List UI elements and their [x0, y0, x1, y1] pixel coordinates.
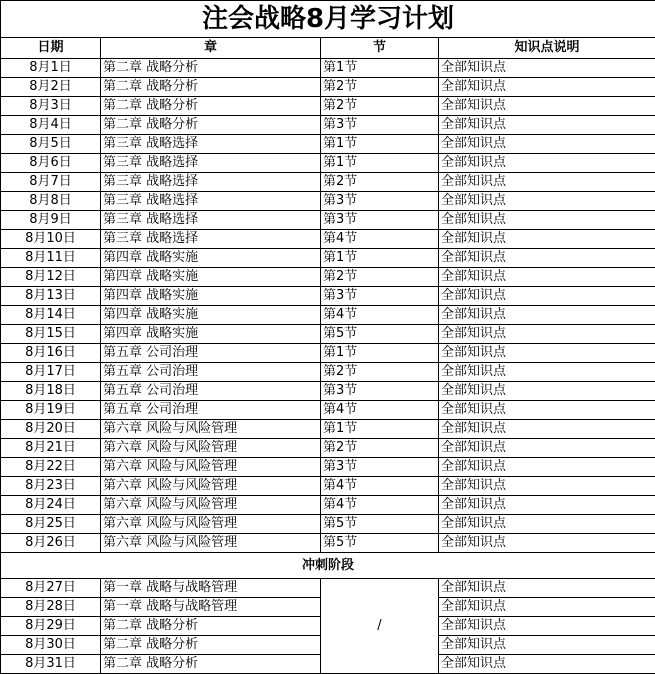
table-row	[1, 382, 655, 401]
table-row	[1, 496, 655, 515]
chapter-cell: 第四章 战略实施	[101, 325, 321, 344]
table-row	[1, 78, 655, 97]
notes-cell: 全部知识点	[439, 230, 655, 249]
date-cell: 8月20日	[1, 420, 101, 439]
chapter-cell: 第四章 战略实施	[101, 268, 321, 287]
section-cell: 第2节	[321, 439, 439, 458]
notes-cell: 全部知识点	[439, 382, 655, 401]
chapter-cell: 第六章 风险与风险管理	[101, 515, 321, 534]
date-cell: 8月22日	[1, 458, 101, 477]
section-cell: 第2节	[321, 173, 439, 192]
table-row	[1, 249, 655, 268]
notes-cell: 全部知识点	[439, 579, 655, 598]
table-row	[1, 211, 655, 230]
notes-cell: 全部知识点	[439, 458, 655, 477]
table-row	[1, 534, 655, 553]
chapter-cell: 第三章 战略选择	[101, 211, 321, 230]
section-cell: 第3节	[321, 211, 439, 230]
sprint-label: 冲刺阶段	[1, 553, 655, 579]
section-cell: 第1节	[321, 59, 439, 78]
date-cell: 8月28日	[1, 598, 101, 617]
date-cell: 8月18日	[1, 382, 101, 401]
section-cell: 第4节	[321, 477, 439, 496]
date-cell: 8月12日	[1, 268, 101, 287]
notes-cell: 全部知识点	[439, 515, 655, 534]
date-cell: 8月16日	[1, 344, 101, 363]
notes-cell: 全部知识点	[439, 78, 655, 97]
table-row	[1, 579, 655, 598]
chapter-cell: 第六章 风险与风险管理	[101, 496, 321, 515]
section-cell: 第1节	[321, 420, 439, 439]
chapter-cell: 第四章 战略实施	[101, 306, 321, 325]
table-row	[1, 439, 655, 458]
chapter-cell: 第三章 战略选择	[101, 135, 321, 154]
table-row	[1, 344, 655, 363]
title-row	[1, 1, 655, 38]
chapter-cell: 第三章 战略选择	[101, 230, 321, 249]
chapter-cell: 第四章 战略实施	[101, 249, 321, 268]
chapter-cell: 第二章 战略分析	[101, 78, 321, 97]
header-date: 日期	[1, 38, 101, 59]
date-cell: 8月31日	[1, 655, 101, 674]
header-section: 节	[321, 38, 439, 59]
sheet-title: 注会战略8月学习计划	[1, 1, 655, 38]
section-cell: 第3节	[321, 458, 439, 477]
header-notes: 知识点说明	[439, 38, 655, 59]
table-row	[1, 230, 655, 249]
section-cell: 第2节	[321, 78, 439, 97]
table-row	[1, 515, 655, 534]
date-cell: 8月4日	[1, 116, 101, 135]
notes-cell: 全部知识点	[439, 636, 655, 655]
section-cell: 第1节	[321, 249, 439, 268]
date-cell: 8月25日	[1, 515, 101, 534]
table-row	[1, 192, 655, 211]
section-cell: 第4节	[321, 230, 439, 249]
table-row	[1, 116, 655, 135]
chapter-cell: 第六章 风险与风险管理	[101, 439, 321, 458]
notes-cell: 全部知识点	[439, 363, 655, 382]
chapter-cell: 第二章 战略分析	[101, 97, 321, 116]
table-row	[1, 363, 655, 382]
date-cell: 8月15日	[1, 325, 101, 344]
sprint-row	[1, 553, 655, 579]
notes-cell: 全部知识点	[439, 617, 655, 636]
table-row	[1, 173, 655, 192]
chapter-cell: 第一章 战略与战略管理	[101, 579, 321, 598]
chapter-cell: 第四章 战略实施	[101, 287, 321, 306]
chapter-cell: 第五章 公司治理	[101, 344, 321, 363]
table-row	[1, 458, 655, 477]
section-cell: 第3节	[321, 382, 439, 401]
chapter-cell: 第二章 战略分析	[101, 655, 321, 674]
section-cell: 第1节	[321, 344, 439, 363]
date-cell: 8月11日	[1, 249, 101, 268]
table-row	[1, 59, 655, 78]
notes-cell: 全部知识点	[439, 401, 655, 420]
table-row	[1, 135, 655, 154]
date-cell: 8月26日	[1, 534, 101, 553]
section-cell: 第3节	[321, 287, 439, 306]
date-cell: 8月1日	[1, 59, 101, 78]
table-row	[1, 401, 655, 420]
section-cell: 第4节	[321, 401, 439, 420]
date-cell: 8月3日	[1, 97, 101, 116]
date-cell: 8月21日	[1, 439, 101, 458]
date-cell: 8月13日	[1, 287, 101, 306]
section-cell: 第1节	[321, 135, 439, 154]
section-cell: 第3节	[321, 192, 439, 211]
notes-cell: 全部知识点	[439, 135, 655, 154]
chapter-cell: 第三章 战略选择	[101, 192, 321, 211]
date-cell: 8月7日	[1, 173, 101, 192]
chapter-cell: 第六章 风险与风险管理	[101, 420, 321, 439]
chapter-cell: 第六章 风险与风险管理	[101, 534, 321, 553]
chapter-cell: 第二章 战略分析	[101, 59, 321, 78]
section-cell: 第4节	[321, 306, 439, 325]
date-cell: 8月19日	[1, 401, 101, 420]
date-cell: 8月27日	[1, 579, 101, 598]
section-cell: 第4节	[321, 496, 439, 515]
section-cell: 第1节	[321, 154, 439, 173]
notes-cell: 全部知识点	[439, 477, 655, 496]
date-cell: 8月23日	[1, 477, 101, 496]
notes-cell: 全部知识点	[439, 173, 655, 192]
table-row	[1, 420, 655, 439]
section-cell: /	[321, 579, 439, 674]
date-cell: 8月30日	[1, 636, 101, 655]
date-cell: 8月8日	[1, 192, 101, 211]
notes-cell: 全部知识点	[439, 598, 655, 617]
notes-cell: 全部知识点	[439, 116, 655, 135]
date-cell: 8月2日	[1, 78, 101, 97]
chapter-cell: 第一章 战略与战略管理	[101, 598, 321, 617]
notes-cell: 全部知识点	[439, 211, 655, 230]
date-cell: 8月17日	[1, 363, 101, 382]
chapter-cell: 第二章 战略分析	[101, 617, 321, 636]
notes-cell: 全部知识点	[439, 344, 655, 363]
header-chapter: 章	[101, 38, 321, 59]
chapter-cell: 第六章 风险与风险管理	[101, 477, 321, 496]
date-cell: 8月6日	[1, 154, 101, 173]
chapter-cell: 第二章 战略分析	[101, 116, 321, 135]
chapter-cell: 第六章 风险与风险管理	[101, 458, 321, 477]
notes-cell: 全部知识点	[439, 325, 655, 344]
date-cell: 8月14日	[1, 306, 101, 325]
section-cell: 第2节	[321, 97, 439, 116]
date-cell: 8月5日	[1, 135, 101, 154]
notes-cell: 全部知识点	[439, 249, 655, 268]
section-cell: 第5节	[321, 534, 439, 553]
section-cell: 第2节	[321, 363, 439, 382]
notes-cell: 全部知识点	[439, 287, 655, 306]
chapter-cell: 第五章 公司治理	[101, 382, 321, 401]
notes-cell: 全部知识点	[439, 192, 655, 211]
date-cell: 8月29日	[1, 617, 101, 636]
table-row	[1, 154, 655, 173]
table-row	[1, 287, 655, 306]
notes-cell: 全部知识点	[439, 439, 655, 458]
notes-cell: 全部知识点	[439, 306, 655, 325]
notes-cell: 全部知识点	[439, 268, 655, 287]
header-row	[1, 38, 655, 59]
notes-cell: 全部知识点	[439, 97, 655, 116]
notes-cell: 全部知识点	[439, 655, 655, 674]
notes-cell: 全部知识点	[439, 534, 655, 553]
table-row	[1, 477, 655, 496]
chapter-cell: 第五章 公司治理	[101, 363, 321, 382]
table-row	[1, 97, 655, 116]
notes-cell: 全部知识点	[439, 154, 655, 173]
date-cell: 8月10日	[1, 230, 101, 249]
date-cell: 8月9日	[1, 211, 101, 230]
date-cell: 8月24日	[1, 496, 101, 515]
table-row	[1, 268, 655, 287]
notes-cell: 全部知识点	[439, 59, 655, 78]
section-cell: 第2节	[321, 268, 439, 287]
chapter-cell: 第三章 战略选择	[101, 173, 321, 192]
chapter-cell: 第三章 战略选择	[101, 154, 321, 173]
table-row	[1, 325, 655, 344]
chapter-cell: 第五章 公司治理	[101, 401, 321, 420]
notes-cell: 全部知识点	[439, 420, 655, 439]
chapter-cell: 第二章 战略分析	[101, 636, 321, 655]
notes-cell: 全部知识点	[439, 496, 655, 515]
table-row	[1, 306, 655, 325]
section-cell: 第3节	[321, 116, 439, 135]
section-cell: 第5节	[321, 325, 439, 344]
section-cell: 第5节	[321, 515, 439, 534]
